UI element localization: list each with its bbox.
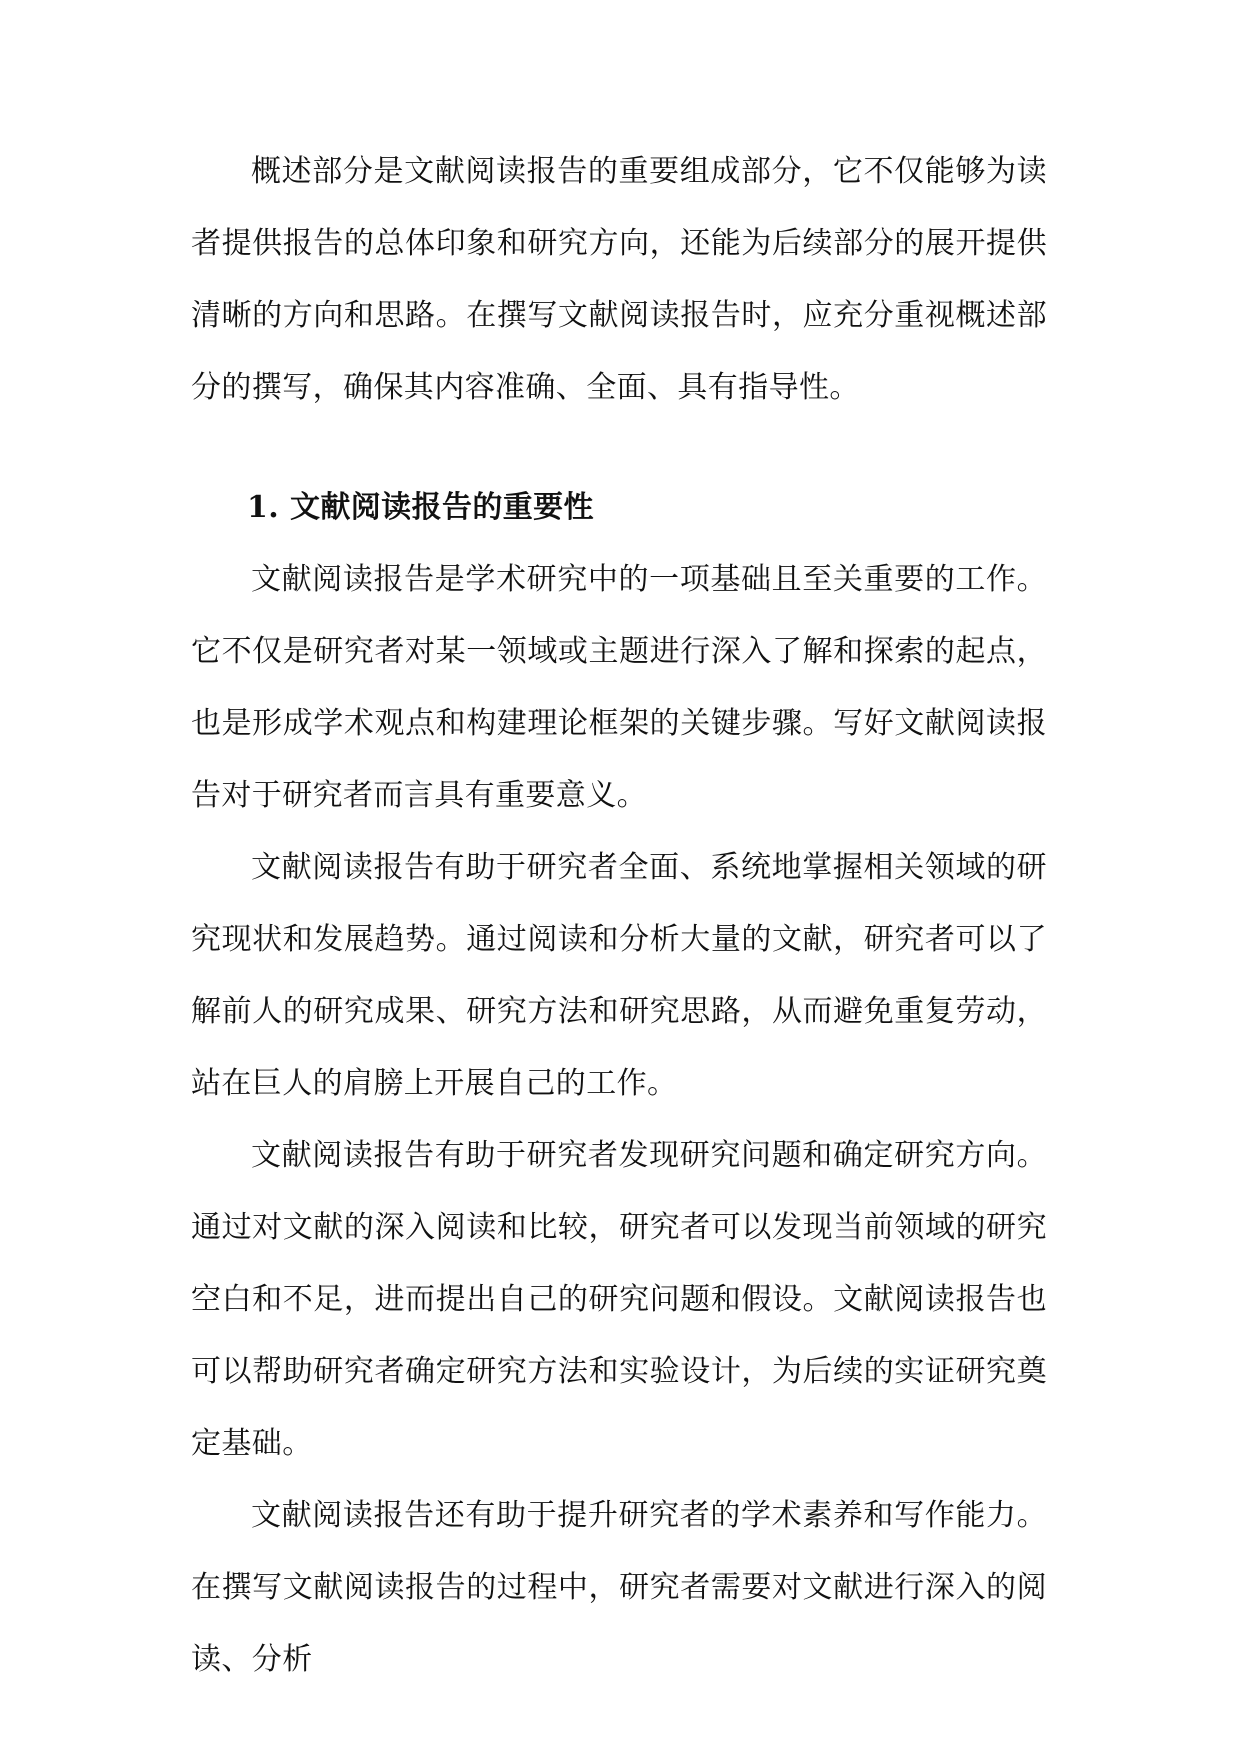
body-paragraph-2: 文献阅读报告有助于研究者全面、系统地掌握相关领域的研究现状和发展趋势。通过阅读和分析大量的文献，研究者可以了解前人的研究成果、研究方法和研究思路，从而避免重复劳动，站在巨人的肩膀上开展自己的工作。	[191, 850, 1047, 1101]
body-paragraph-4: 文献阅读报告还有助于提升研究者的学术素养和写作能力。在撰写文献阅读报告的过程中，研究者需要对文献进行深入的阅读、分析	[191, 1498, 1047, 1677]
body-paragraph-3: 文献阅读报告有助于研究者发现研究问题和确定研究方向。通过对文献的深入阅读和比较，研究者可以发现当前领域的研究空白和不足，进而提出自己的研究问题和假设。文献阅读报告也可以帮助研究者确定研究方法和实验设计，为后续的实证研究奠定基础。	[191, 1138, 1047, 1461]
intro-paragraph: 概述部分是文献阅读报告的重要组成部分，它不仅能够为读者提供报告的总体印象和研究方向，还能为后续部分的展开提供清晰的方向和思路。在撰写文献阅读报告时，应充分重视概述部分的撰写，确保其内容准确、全面、具有指导性。	[191, 154, 1047, 405]
body-paragraph-1: 文献阅读报告是学术研究中的一项基础且至关重要的工作。它不仅是研究者对某一领域或主题进行深入了解和探索的起点，也是形成学术观点和构建理论框架的关键步骤。写好文献阅读报告对于研究者而言具有重要意义。	[191, 562, 1047, 813]
document-page	[191, 136, 1047, 1696]
section-heading: 1. 文献阅读报告的重要性	[247, 490, 594, 525]
spacer	[191, 424, 1047, 472]
